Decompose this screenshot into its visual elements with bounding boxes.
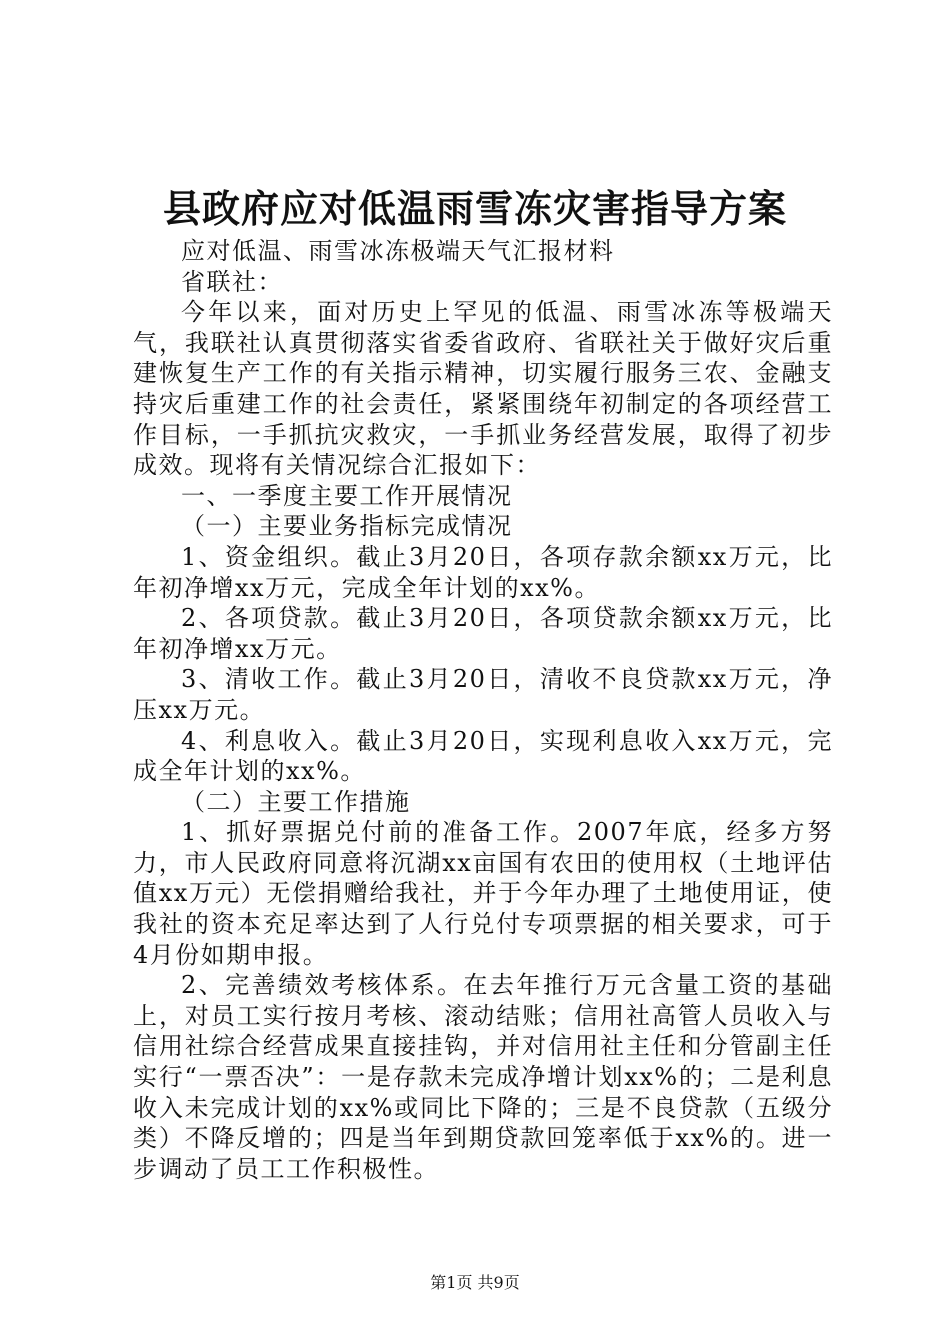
page-footer: 第1页 共9页: [430, 1273, 520, 1292]
paragraph-intro: 今年以来，面对历史上罕见的低温、雨雪冰冻等极端天气，我联社认真贯彻落实省委省政府、省联社关于做好灾后重建恢复生产工作的有关指示精神，切实履行服务三农、金融支持灾后重建工作的社会责任，紧紧围绕年初制定的各项经营工作目标，一手抓抗灾救灾，一手抓业务经营发展，取得了初步成效。现将有关情况综合汇报如下：: [133, 298, 833, 480]
document-title: 县政府应对低温雨雪冻灾害指导方案: [162, 186, 787, 231]
paragraph-measure-2: 2、完善绩效考核体系。在去年推行万元含量工资的基础上，对员工实行按月考核、滚动结账；信用社高管人员收入与信用社综合经营成果直接挂钩，并对信用社主任和分管副主任实行“一票否决”：一是存款未完成净增计划xx%的；二是利息收入未完成计划的xx%或同比下降的；三是不良贷款（五级分类）不降反增的；四是当年到期贷款回笼率低于xx%的。进一步调动了员工工作积极性。: [133, 971, 833, 1183]
paragraph-item-2: 2、各项贷款。截止3月20日，各项贷款余额xx万元，比年初净增xx万元。: [133, 604, 833, 663]
paragraph-item-1: 1、资金组织。截止3月20日，各项存款余额xx万元，比年初净增xx万元，完成全年计划的xx%。: [133, 542, 833, 602]
document-body: [133, 236, 833, 1184]
paragraph-item-3: 3、清收工作。截止3月20日，清收不良贷款xx万元，净压xx万元。: [133, 665, 833, 724]
paragraph-measure-1: 1、抓好票据兑付前的准备工作。2007年底，经多方努力，市人民政府同意将沉湖xx亩国有农田的使用权（土地评估值xx万元）无偿捐赠给我社，并于今年办理了土地使用证，使我社的资本充足率达到了人行兑付专项票据的相关要求，可于4月份如期申报。: [133, 818, 833, 969]
salutation: 省联社：: [181, 267, 283, 296]
subtitle: 应对低温、雨雪冰冻极端天气汇报材料: [181, 237, 615, 265]
paragraph-item-4: 4、利息收入。截止3月20日，实现利息收入xx万元，完成全年计划的xx%。: [133, 726, 833, 786]
section-heading-1: 一、一季度主要工作开展情况: [181, 481, 513, 510]
subsection-heading-1: （一）主要业务指标完成情况: [181, 512, 513, 541]
subsection-heading-2: （二）主要工作措施: [181, 787, 411, 816]
